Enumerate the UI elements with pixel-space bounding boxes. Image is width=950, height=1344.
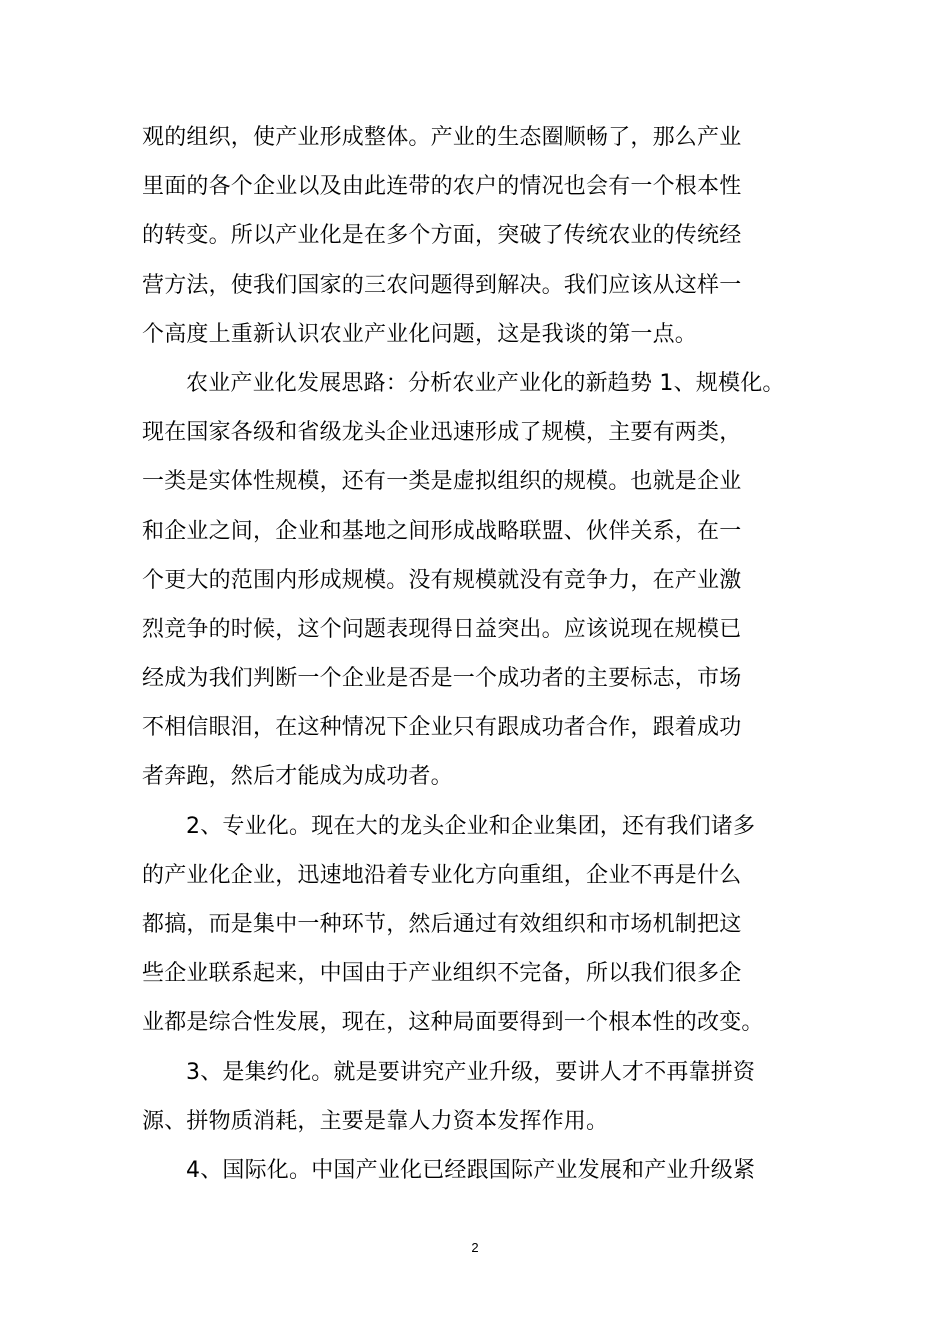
- text-line: 个更大的范围内形成规模。没有规模就没有竞争力，在产业激: [142, 567, 742, 593]
- text-line: 个高度上重新认识农业产业化问题，这是我谈的第一点。: [142, 321, 698, 347]
- text-line: 些企业联系起来，中国由于产业组织不完备，所以我们很多企: [142, 961, 742, 987]
- text-line: 一类是实体性规模，还有一类是虚拟组织的规模。也就是企业: [142, 469, 742, 495]
- text-line: 里面的各个企业以及由此连带的农户的情况也会有一个根本性: [142, 174, 742, 200]
- text-line: 营方法，使我们国家的三农问题得到解决。我们应该从这样一: [142, 272, 742, 298]
- text-line: 烈竞争的时候，这个问题表现得日益突出。应该说现在规模已: [142, 616, 742, 642]
- text-line: 经成为我们判断一个企业是否是一个成功者的主要标志，市场: [142, 666, 742, 692]
- text-line: 者奔跑，然后才能成为成功者。: [142, 764, 453, 790]
- text-line: 源、拼物质消耗，主要是靠人力资本发挥作用。: [142, 1108, 609, 1134]
- text-line: 观的组织，使产业形成整体。产业的生态圈顺畅了，那么产业: [142, 125, 742, 150]
- text-line: 都搞，而是集中一种环节，然后通过有效组织和市场机制把这: [142, 912, 742, 937]
- document-body: [142, 118, 842, 1200]
- text-line: 现在国家各级和省级龙头企业迅速形成了规模，主要有两类，: [142, 420, 742, 446]
- text-line: 业都是综合性发展，现在，这种局面要得到一个根本性的改变。: [142, 1010, 764, 1036]
- text-line: 的转变。所以产业化是在多个方面，突破了传统农业的传统经: [142, 223, 742, 249]
- text-line: 不相信眼泪，在这种情况下企业只有跟成功者合作，跟着成功: [142, 715, 742, 741]
- page-number: 2: [471, 1240, 479, 1255]
- paragraph-start-line: 3、是集约化。就是要讲究产业升级，要讲人才不再靠拼资: [186, 1059, 756, 1085]
- paragraph-start-line: 4、国际化。中国产业化已经跟国际产业发展和产业升级紧: [186, 1157, 756, 1183]
- text-line: 的产业化企业，迅速地沿着专业化方向重组，企业不再是什么: [142, 862, 742, 888]
- paragraph-start-line: 农业产业化发展思路：分析农业产业化的新趋势 1、规模化。: [186, 370, 785, 396]
- paragraph-start-line: 2、专业化。现在大的龙头企业和企业集团，还有我们诸多: [186, 813, 756, 839]
- text-line: 和企业之间，企业和基地之间形成战略联盟、伙伴关系，在一: [142, 518, 742, 544]
